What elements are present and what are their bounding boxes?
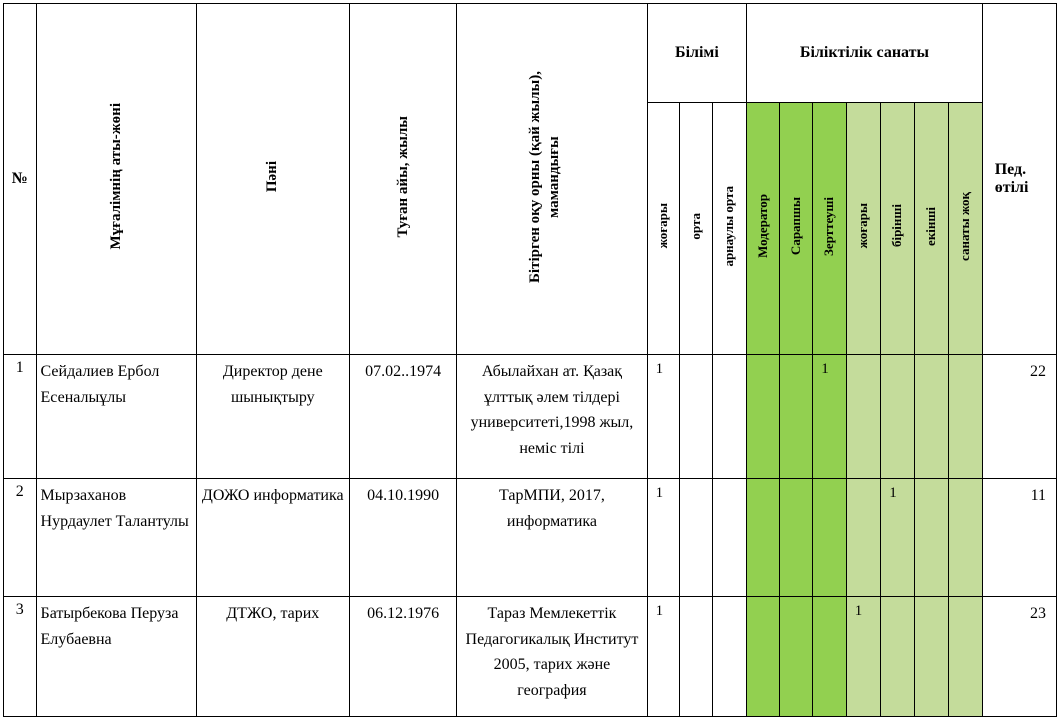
ped-exp: 22 (982, 355, 1056, 479)
qual-first-mark: 1 (881, 479, 915, 597)
header-qual-expert: Сарапшы (779, 103, 813, 355)
ped-exp: 23 (982, 597, 1056, 717)
edu-high-mark: 1 (647, 355, 680, 479)
qual-none-cell (949, 597, 983, 717)
table-row (4, 355, 1057, 479)
header-subject: Пәні (196, 4, 349, 355)
qual-researcher-mark: 1 (813, 355, 847, 479)
header-ped-exp: Пед. өтілі (982, 4, 1056, 355)
teacher-name: Мырзаханов Нурдаулет Талантулы (36, 479, 196, 597)
teachers-table (3, 3, 1057, 717)
edu-special-cell (712, 479, 746, 597)
table-row (4, 479, 1057, 597)
edu-mid-cell (680, 355, 713, 479)
qual-second-cell (914, 479, 948, 597)
qual-first-mark (881, 597, 915, 717)
header-name: Мұғалімнің аты-жөні (36, 4, 196, 355)
qual-none-cell (949, 479, 983, 597)
birth-date: 06.12.1976 (349, 597, 456, 717)
teacher-name: Сейдалиев Ербол Есеналыұлы (36, 355, 196, 479)
edu-special-cell (712, 355, 746, 479)
header-edu-mid: орта (680, 103, 713, 355)
qual-none-cell (949, 355, 983, 479)
birth-date: 07.02..1974 (349, 355, 456, 479)
school-info: Тараз Мемлекеттік Педагогикалық Институт 2005, тарих және география (457, 597, 647, 717)
qual-high-mark (846, 355, 880, 479)
qual-expert-cell (779, 597, 813, 717)
header-birth: Туған айы, жылы (349, 4, 456, 355)
header-school: Бітірген оқу орны (қай жылы), мамандығы (457, 4, 647, 355)
qual-second-cell (914, 355, 948, 479)
header-qual-researcher: Зерттеуші (813, 103, 847, 355)
edu-mid-cell (680, 479, 713, 597)
ped-exp: 11 (982, 479, 1056, 597)
header-qual-second: екінші (914, 103, 948, 355)
qual-second-cell (914, 597, 948, 717)
row-num: 2 (4, 479, 37, 597)
qual-moderator-cell (747, 479, 780, 597)
edu-high-mark: 1 (647, 597, 680, 717)
teacher-name: Батырбекова Перуза Елубаевна (36, 597, 196, 717)
row-num: 1 (4, 355, 37, 479)
school-info: Абылайхан ат. Қазақ ұлттық әлем тілдері университеті,1998 жыл, неміс тілі (457, 355, 647, 479)
qual-high-mark: 1 (846, 597, 880, 717)
qual-moderator-cell (747, 597, 780, 717)
teacher-subject: ДОЖО информатика (196, 479, 349, 597)
qual-expert-cell (779, 355, 813, 479)
edu-mid-cell (680, 597, 713, 717)
header-qual-none: санаты жоқ (949, 103, 983, 355)
qual-first-mark (881, 355, 915, 479)
header-qual-moderator: Модератор (747, 103, 780, 355)
header-qual-first: бірінші (881, 103, 915, 355)
teacher-subject: Директор дене шынықтыру (196, 355, 349, 479)
table-row (4, 597, 1057, 717)
qual-researcher-mark (813, 597, 847, 717)
birth-date: 04.10.1990 (349, 479, 456, 597)
header-edu-special: арнаулы орта (712, 103, 746, 355)
header-edu-high: жоғары (647, 103, 680, 355)
header-education: Білімі (647, 4, 747, 103)
header-qualification: Біліктілік санаты (747, 4, 983, 103)
row-num: 3 (4, 597, 37, 717)
header-qual-high: жоғары (846, 103, 880, 355)
teacher-subject: ДТЖО, тарих (196, 597, 349, 717)
qual-high-mark (846, 479, 880, 597)
edu-high-mark: 1 (647, 479, 680, 597)
header-num: № (4, 4, 37, 355)
qual-researcher-mark (813, 479, 847, 597)
school-info: ТарМПИ, 2017, информатика (457, 479, 647, 597)
qual-moderator-cell (747, 355, 780, 479)
qual-expert-cell (779, 479, 813, 597)
edu-special-cell (712, 597, 746, 717)
